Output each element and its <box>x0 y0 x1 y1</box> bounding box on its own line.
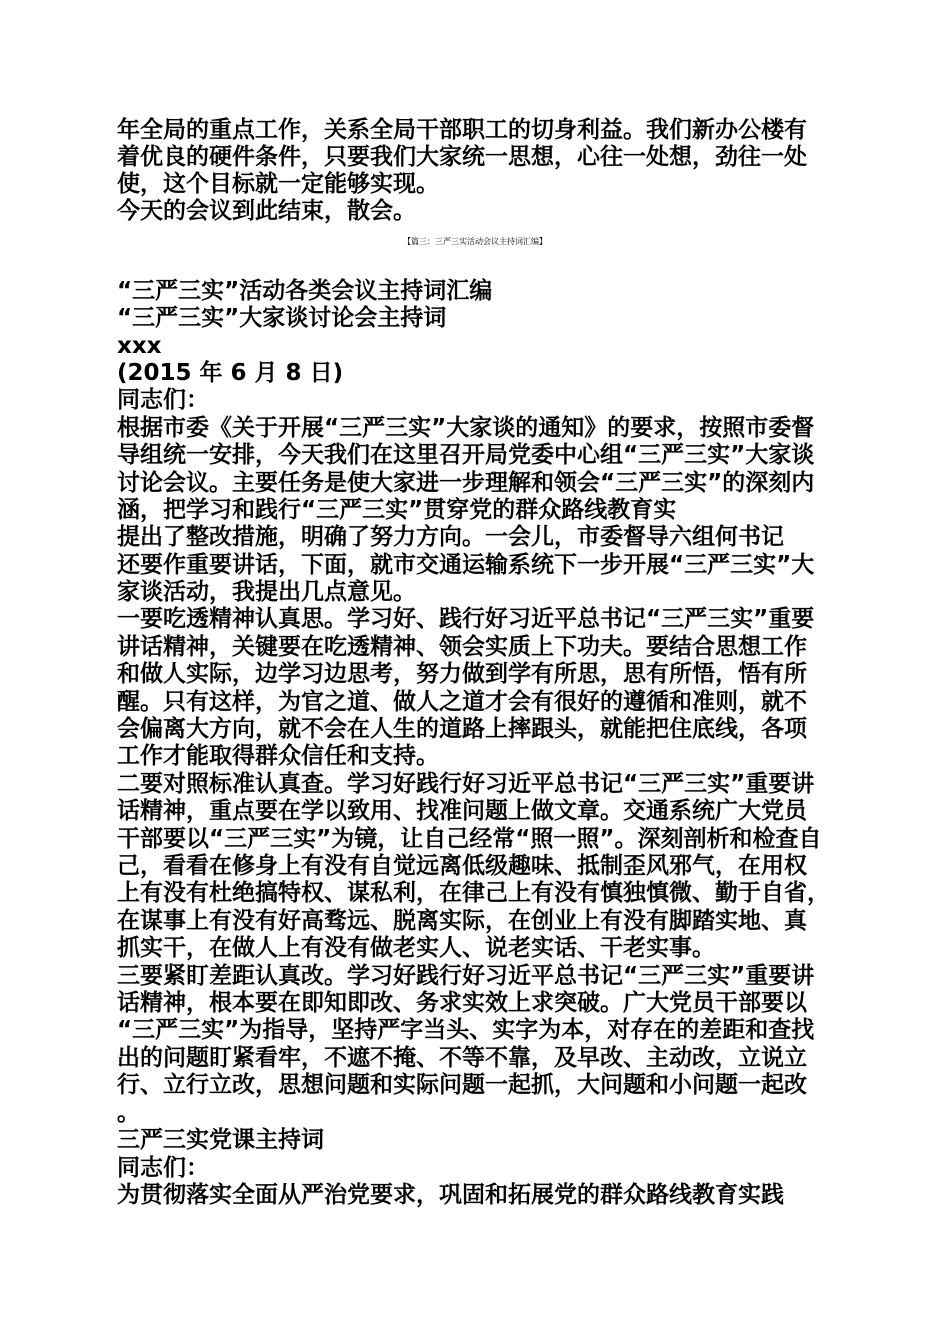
text-line: 讲话精神，关键要在吃透精神、领会实质上下功夫。要结合思想工作 <box>117 634 807 660</box>
text-line: 提出了整改措施，明确了努力方向。一会儿，市委督导六组何书记 <box>117 524 784 550</box>
text-line: 话精神，重点要在学以致用、找准问题上做文章。交通系统广大党员 <box>117 798 807 824</box>
text-line: 涵，把学习和践行“三严三实”贯穿党的群众路线教育实 <box>117 497 677 523</box>
text-line: 会偏离大方向，就不会在人生的道路上摔跟头，就能把住底线，各项 <box>117 716 807 742</box>
text-line: 抓实干，在做人上有没有做老实人、说老实话、干老实事。 <box>117 935 715 961</box>
text-line: 还要作重要讲话，下面，就市交通运输系统下一步开展“三严三实”大 <box>117 552 815 578</box>
text-line: 为贯彻落实全面从严治党要求，巩固和拓展党的群众路线教育实践 <box>117 1182 784 1208</box>
text-line: 己，看看在修身上有没有自觉远离低级趣味、抵制歪风邪气，在用权 <box>117 853 807 879</box>
text-line: 行、立行立改，思想问题和实际问题一起抓，大问题和小问题一起改 <box>117 1072 807 1098</box>
text-line: 在谋事上有没有好高骛远、脱离实际，在创业上有没有脚踏实地、真 <box>117 908 807 934</box>
section-heading: 【篇三：三严三实活动会议主持词汇编】 <box>403 237 547 246</box>
text-line: 三严三实党课主持词 <box>117 1127 324 1153</box>
text-line: 使，这个目标就一定能够实现。 <box>117 171 439 197</box>
text-line: “三严三实”大家谈讨论会主持词 <box>117 305 447 331</box>
text-line: 工作才能取得群众信任和支持。 <box>117 743 439 769</box>
text-line: 家谈活动，我提出几点意见。 <box>117 579 416 605</box>
text-line: “三严三实”活动各类会议主持词汇编 <box>117 278 493 304</box>
text-line: 导组统一安排，今天我们在这里召开局党委中心组“三严三实”大家谈 <box>117 442 815 468</box>
text-line: xxx <box>117 333 162 359</box>
text-line: 醒。只有这样，为官之道、做人之道才会有很好的遵循和准则，就不 <box>117 689 807 715</box>
text-line: 。 <box>117 1100 140 1126</box>
text-line: 同志们： <box>117 387 209 413</box>
text-line: “三严三实”为指导，坚持严字当头、实字为本，对存在的差距和查找 <box>117 1017 815 1043</box>
text-line: 和做人实际，边学习边思考，努力做到学有所思，思有所悟，悟有所 <box>117 661 807 687</box>
text-line: 讨论会议。主要任务是使大家进一步理解和领会“三严三实”的深刻内 <box>117 470 815 496</box>
text-line: 出的问题盯紧看牢，不遮不掩、不等不靠，及早改、主动改，立说立 <box>117 1045 807 1071</box>
text-line: 今天的会议到此结束，散会。 <box>117 198 416 224</box>
text-line: 根据市委《关于开展“三严三实”大家谈的通知》的要求，按照市委督 <box>117 415 815 441</box>
text-line: 一要吃透精神认真思。学习好、践行好习近平总书记“三严三实”重要 <box>117 606 815 632</box>
text-line: 话精神，根本要在即知即改、务求实效上求突破。广大党员干部要以 <box>117 990 807 1016</box>
text-line: 三要紧盯差距认真改。学习好践行好习近平总书记“三严三实”重要讲 <box>117 963 815 989</box>
text-line: 年全局的重点工作，关系全局干部职工的切身利益。我们新办公楼有 <box>117 117 807 143</box>
text-line: 同志们： <box>117 1155 209 1181</box>
text-line: (2015 年 6 月 8 日) <box>117 360 344 386</box>
text-line: 上有没有杜绝搞特权、谋私利，在律己上有没有慎独慎微、勤于自省， <box>117 880 830 906</box>
text-line: 干部要以“三严三实”为镜，让自己经常“照一照”。深刻剖析和检查自 <box>117 826 822 852</box>
text-line: 着优良的硬件条件，只要我们大家统一思想，心往一处想，劲往一处 <box>117 144 807 170</box>
text-line: 二要对照标准认真查。学习好践行好习近平总书记“三严三实”重要讲 <box>117 771 815 797</box>
